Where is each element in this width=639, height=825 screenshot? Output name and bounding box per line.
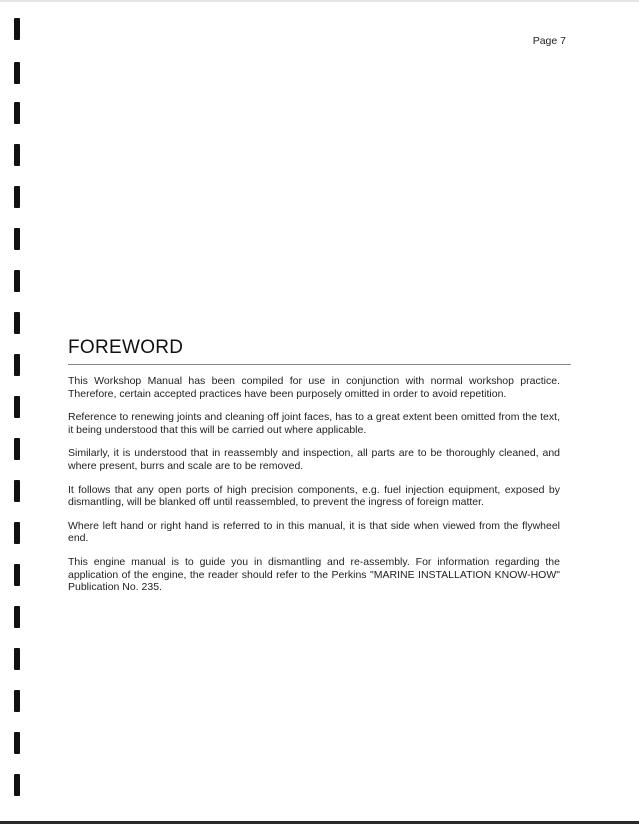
binding-hole <box>14 732 20 754</box>
page-top-edge <box>0 0 639 2</box>
binding-hole <box>14 228 20 250</box>
paragraph: This engine manual is to guide you in dismantling and re-assembly. For information regarding the application of the engine, the reader should refer to the Perkins "MARINE INSTALLATION KNOW-HOW" Publication No. 235. <box>68 555 560 594</box>
binding-hole <box>14 312 20 334</box>
foreword-title: FOREWORD <box>68 337 184 358</box>
binding-holes <box>0 0 40 825</box>
binding-hole <box>14 270 20 292</box>
binding-hole <box>14 102 20 124</box>
paragraph: Similarly, it is understood that in reassembly and inspection, all parts are to be thoroughly cleaned, and where present, burrs and scale are to be removed. <box>68 447 560 472</box>
binding-hole <box>14 648 20 670</box>
binding-hole <box>14 480 20 502</box>
binding-hole <box>14 62 20 84</box>
binding-hole <box>14 186 20 208</box>
binding-hole <box>14 396 20 418</box>
binding-hole <box>14 522 20 544</box>
paragraph: Where left hand or right hand is referred to in this manual, it is that side when viewed from the flywheel end. <box>68 519 560 545</box>
binding-hole <box>14 144 20 166</box>
page-bottom-edge <box>0 821 639 824</box>
foreword-body <box>68 375 560 605</box>
binding-hole <box>14 438 20 460</box>
paragraph: Reference to renewing joints and cleaning off joint faces, has to a great extent been omitted from the text, it being understood that this will be carried out where applicable. <box>68 411 560 436</box>
binding-hole <box>14 18 20 40</box>
title-rule <box>68 364 571 365</box>
page-number: Page 7 <box>532 35 566 47</box>
paragraph: It follows that any open ports of high precision components, e.g. fuel injection equipment, exposed by dismantling, will be blanked off until reassembled, to prevent the ingress of foreign matter. <box>68 483 560 509</box>
binding-hole <box>14 564 20 586</box>
paragraph: This Workshop Manual has been compiled for use in conjunction with normal workshop practice. Therefore, certain accepted practices have been purposely omitted in order to avoid repetition. <box>68 375 560 400</box>
binding-hole <box>14 354 20 376</box>
binding-hole <box>14 606 20 628</box>
binding-hole <box>14 774 20 796</box>
binding-hole <box>14 690 20 712</box>
